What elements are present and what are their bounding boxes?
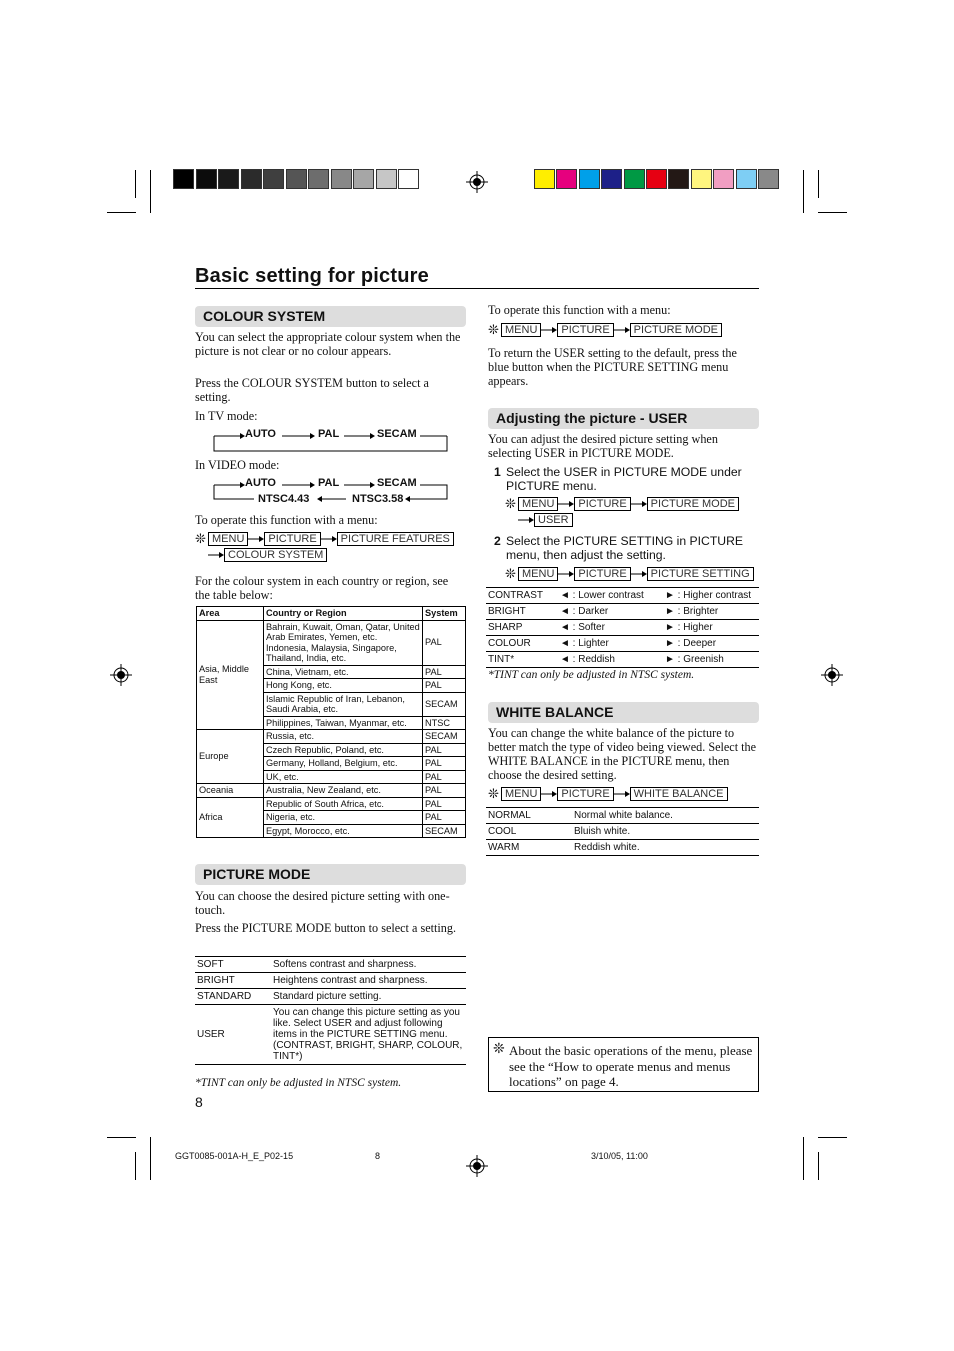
gray-swatch [241, 169, 262, 189]
color-swatch [556, 169, 577, 189]
table-cell: ◄ : Darker [558, 604, 663, 620]
country-cell: Czech Republic, Poland, etc. [264, 743, 423, 757]
table-cell: BRIGHT [195, 973, 271, 989]
menu-step: PICTURE [557, 787, 613, 801]
table-row [197, 784, 466, 798]
picture-mode-press: Press the PICTURE MODE button to select a setting. [195, 921, 456, 935]
gray-swatch [218, 169, 239, 189]
registration-mark-icon [110, 664, 132, 686]
country-cell: Islamic Republic of Iran, Lebanon, Saudi Arabia, etc. [264, 692, 423, 716]
table-row [195, 989, 466, 1005]
crop-mark [107, 212, 136, 213]
gray-swatch [308, 169, 329, 189]
flow-ntsc358: NTSC3.58 [352, 493, 404, 505]
picture-setting-table [486, 587, 759, 668]
area-cell: Africa [197, 797, 264, 838]
step-2-text: Select the PICTURE SETTING in PICTURE menu, then adjust the setting. [506, 534, 744, 562]
menu-intro: To operate this function with a menu: [195, 513, 378, 527]
system-cell: PAL [423, 743, 466, 757]
system-cell: PAL [423, 679, 466, 693]
area-cell: Asia, Middle East [197, 620, 264, 730]
menu-step: COLOUR SYSTEM [224, 548, 327, 562]
system-cell: PAL [423, 665, 466, 679]
colour-system-press: Press the COLOUR SYSTEM button to select a setting. [195, 376, 429, 404]
menu-step: MENU [501, 323, 541, 337]
country-cell: Bahrain, Kuwait, Oman, Qatar, United Arab Emirates, Yemen, etc. Indonesia, Malaysia, Singapore, Thailand, India, etc. [264, 620, 423, 665]
white-balance-header: WHITE BALANCE [488, 702, 759, 723]
system-cell: PAL [423, 770, 466, 784]
system-cell: PAL [423, 797, 466, 811]
color-swatch [579, 169, 600, 189]
flow-auto: AUTO [245, 477, 276, 489]
flow-pal: PAL [318, 428, 340, 440]
table-cell: Reddish white. [572, 840, 759, 856]
country-cell: Philippines, Taiwan, Myanmar, etc. [264, 716, 423, 730]
country-cell: Nigeria, etc. [264, 811, 423, 825]
arrow-right-icon [321, 534, 337, 544]
menu-path [505, 496, 739, 512]
footer-date: 3/10/05, 11:00 [591, 1151, 648, 1161]
note-box [488, 1037, 759, 1092]
gray-swatch [196, 169, 217, 189]
registration-mark-icon [466, 1155, 488, 1177]
page-number: 8 [195, 1094, 203, 1110]
table-row [486, 652, 759, 668]
crop-mark [818, 212, 847, 213]
gray-swatch [263, 169, 284, 189]
table-cell: Standard picture setting. [271, 989, 466, 1005]
crop-mark [150, 170, 151, 213]
country-cell: UK, etc. [264, 770, 423, 784]
menu-step: WHITE BALANCE [630, 787, 728, 801]
table-cell: Softens contrast and sharpness. [271, 957, 466, 973]
menu-step: MENU [518, 497, 558, 511]
system-cell: NTSC [423, 716, 466, 730]
flow-pal: PAL [318, 477, 340, 489]
table-row [197, 730, 466, 744]
snowflake-icon: ❊ [505, 566, 516, 581]
table-cell: COOL [486, 824, 572, 840]
table-cell: ◄ : Lower contrast [558, 588, 663, 604]
menu-path [488, 786, 728, 802]
area-cell: Europe [197, 730, 264, 784]
table-row [486, 840, 759, 856]
arrow-right-icon [558, 499, 574, 509]
menu-step: PICTURE MODE [630, 323, 722, 337]
arrow-right-icon [541, 325, 557, 335]
system-cell: PAL [423, 784, 466, 798]
table-row [197, 620, 466, 665]
colour-system-intro: You can select the appropriate colour system when the picture is not clear or no colour appears. [195, 330, 461, 358]
color-swatch [758, 169, 779, 189]
system-cell: PAL [423, 757, 466, 771]
country-cell: Germany, Holland, Belgium, etc. [264, 757, 423, 771]
return-default-note: To return the USER setting to the default, press the blue button when the PICTURE SETTING menu appears. [488, 346, 737, 388]
registration-mark-icon [466, 171, 488, 193]
menu-step: MENU [208, 532, 248, 546]
table-cell: ◄ : Reddish [558, 652, 663, 668]
menu-step: PICTURE [574, 567, 630, 581]
arrow-right-icon [208, 550, 224, 560]
country-cell: Republic of South Africa, etc. [264, 797, 423, 811]
title-rule [195, 288, 759, 289]
country-cell: Australia, New Zealand, etc. [264, 784, 423, 798]
arrow-right-icon [541, 789, 557, 799]
color-swatch [691, 169, 712, 189]
snowflake-icon: ❊ [493, 1042, 505, 1057]
table-cell: SOFT [195, 957, 271, 973]
color-swatch [668, 169, 689, 189]
color-swatch [534, 169, 555, 189]
adjust-user-header: Adjusting the picture - USER [488, 408, 759, 429]
table-row [486, 808, 759, 824]
snowflake-icon: ❊ [488, 786, 499, 801]
table-cell: WARM [486, 840, 572, 856]
table-row [486, 636, 759, 652]
table-cell: ► : Greenish [663, 652, 759, 668]
gray-swatch [331, 169, 352, 189]
flow-ntsc443: NTSC4.43 [258, 493, 310, 505]
picture-mode-header: PICTURE MODE [195, 864, 466, 885]
table-cell: NORMAL [486, 808, 572, 824]
table-row [197, 797, 466, 811]
menu-path [195, 531, 454, 547]
table-cell: USER [195, 1005, 271, 1065]
colour-system-header: COLOUR SYSTEM [195, 306, 466, 327]
arrow-right-icon [614, 325, 630, 335]
system-cell: PAL [423, 811, 466, 825]
step-number: 2 [494, 534, 501, 548]
arrow-right-icon [518, 515, 534, 525]
table-cell: ◄ : Softer [558, 620, 663, 636]
country-cell: China, Vietnam, etc. [264, 665, 423, 679]
menu-step: PICTURE MODE [647, 497, 739, 511]
flow-secam: SECAM [377, 477, 417, 489]
arrow-right-icon [614, 789, 630, 799]
table-cell: SHARP [486, 620, 558, 636]
country-cell: Egypt, Morocco, etc. [264, 824, 423, 838]
table-row [195, 957, 466, 973]
table-cell: BRIGHT [486, 604, 558, 620]
table-intro: For the colour system in each country or region, see the table below: [195, 574, 449, 602]
table-row [486, 824, 759, 840]
color-swatch [624, 169, 645, 189]
table-cell: STANDARD [195, 989, 271, 1005]
table-row [486, 604, 759, 620]
country-cell: Hong Kong, etc. [264, 679, 423, 693]
arrow-right-icon [558, 569, 574, 579]
area-cell: Oceania [197, 784, 264, 798]
crop-mark [107, 1137, 136, 1138]
table-cell: ► : Higher contrast [663, 588, 759, 604]
step-1-text: Select the USER in PICTURE MODE under PICTURE menu. [506, 465, 742, 493]
table-cell: COLOUR [486, 636, 558, 652]
snowflake-icon: ❊ [488, 322, 499, 337]
table-row [195, 1005, 466, 1065]
white-balance-intro: You can change the white balance of the picture to better match the type of video being viewed. Select the WHITE BALANCE in the PICTURE menu, then choose the desired setting. [488, 726, 757, 782]
menu-step: PICTURE FEATURES [337, 532, 454, 546]
system-cell: PAL [423, 620, 466, 665]
menu-step: MENU [518, 567, 558, 581]
picture-mode-intro: You can choose the desired picture setting with one-touch. [195, 889, 450, 917]
system-cell: SECAM [423, 692, 466, 716]
menu-path-cont [518, 513, 573, 527]
menu-step: USER [534, 513, 573, 527]
table-row [486, 588, 759, 604]
snowflake-icon: ❊ [505, 496, 516, 511]
snowflake-icon: ❊ [195, 531, 206, 546]
table-cell: ◄ : Lighter [558, 636, 663, 652]
crop-mark [803, 1137, 804, 1180]
menu-step: PICTURE SETTING [647, 567, 754, 581]
footer-file: GGT0085-001A-H_E_P02-15 [175, 1151, 294, 1161]
table-cell: CONTRAST [486, 588, 558, 604]
menu-path-cont [208, 548, 327, 562]
gray-swatch [376, 169, 397, 189]
crop-mark [818, 170, 819, 198]
system-cell: SECAM [423, 730, 466, 744]
gray-swatch [173, 169, 194, 189]
colour-system-table [196, 606, 466, 838]
crop-mark [818, 1137, 847, 1138]
table-header: System [423, 607, 466, 621]
adjust-footnote: *TINT can only be adjusted in NTSC system. [488, 669, 695, 681]
arrow-right-icon [631, 499, 647, 509]
table-cell: ► : Deeper [663, 636, 759, 652]
crop-mark [135, 1152, 136, 1180]
table-cell: TINT* [486, 652, 558, 668]
table-cell: You can change this picture setting as you like. Select USER and adjust following items in the PICTURE SETTING menu. (CONTRAST, BRIGHT, SHARP, COLOUR, TINT*) [271, 1005, 466, 1065]
system-cell: SECAM [423, 824, 466, 838]
gray-swatch [286, 169, 307, 189]
picture-mode-table [195, 956, 466, 1065]
arrow-right-icon [248, 534, 264, 544]
table-header: Country or Region [264, 607, 423, 621]
menu-step: PICTURE [557, 323, 613, 337]
table-row [195, 973, 466, 989]
registration-mark-icon [821, 664, 843, 686]
table-cell: Bluish white. [572, 824, 759, 840]
page-title: Basic setting for picture [195, 265, 429, 287]
menu-intro: To operate this function with a menu: [488, 303, 671, 317]
menu-step: MENU [501, 787, 541, 801]
note-text: About the basic operations of the menu, please see the “How to operate menus and menus locations” on page 4. [509, 1043, 753, 1089]
video-mode-label: In VIDEO mode: [195, 458, 280, 472]
gray-swatch [353, 169, 374, 189]
table-row [486, 620, 759, 636]
white-balance-table [486, 807, 759, 856]
flow-auto: AUTO [245, 428, 276, 440]
footer-page: 8 [375, 1151, 381, 1161]
menu-step: PICTURE [264, 532, 320, 546]
menu-path [488, 322, 722, 338]
crop-mark [818, 1152, 819, 1180]
color-swatch [601, 169, 622, 189]
arrow-right-icon [631, 569, 647, 579]
table-cell: Heightens contrast and sharpness. [271, 973, 466, 989]
color-swatch [713, 169, 734, 189]
menu-step: PICTURE [574, 497, 630, 511]
crop-mark [803, 170, 804, 213]
picture-mode-footnote: *TINT can only be adjusted in NTSC system. [195, 1077, 402, 1089]
step-number: 1 [494, 465, 501, 479]
table-cell: ► : Brighter [663, 604, 759, 620]
gray-swatch [398, 169, 419, 189]
flow-secam: SECAM [377, 428, 417, 440]
tv-mode-label: In TV mode: [195, 409, 258, 423]
adjust-user-intro: You can adjust the desired picture setting when selecting USER in PICTURE MODE. [488, 432, 718, 460]
table-cell: Normal white balance. [572, 808, 759, 824]
country-cell: Russia, etc. [264, 730, 423, 744]
table-cell: ► : Higher [663, 620, 759, 636]
crop-mark [150, 1137, 151, 1180]
table-header: Area [197, 607, 264, 621]
color-swatch [646, 169, 667, 189]
menu-path [505, 566, 754, 582]
crop-mark [135, 170, 136, 198]
color-swatch [736, 169, 757, 189]
